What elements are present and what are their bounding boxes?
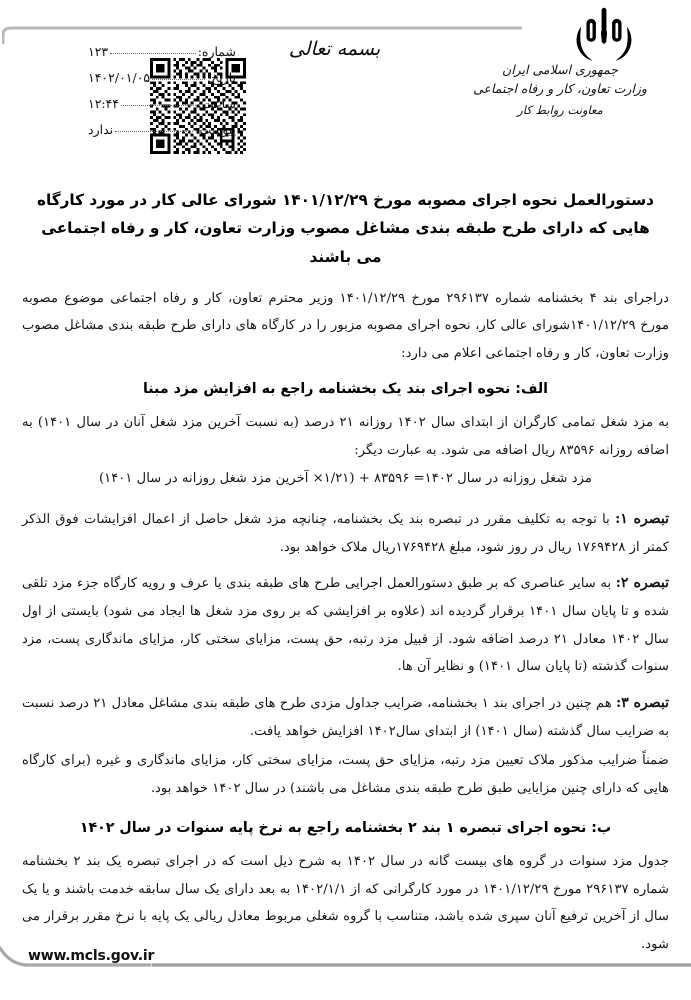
note-2-text: به سایر عناصری که بر طبق دستورالعمل اجرایی طرح های طبقه بندی یا عرف و رویه کارگاه جزء مزد تلقی شده و تا پایان سال ۱۴۰۱ برقرار گردیده اند (علاوه بر افزایشی که بر روی مزد شغل ها ایجاد می شود) بایستی از اول سال ۱۴۰۲ معادل ۲۱ درصد اضافه شود. از قبیل مزد رتبه، حق پست، مزایای سختی کار، مزایای ماندگاری پست، مزد سنوات گذشته (تا پایان سال ۱۴۰۱) و نظایر آن ها. [22,576,669,675]
meta-value-number: ۱۲۳ [88,44,109,59]
note-3-addendum: ضمناً ضرایب مذکور ملاک تعیین مزد رتبه، مزایای حق پست، مزایای سختی کار، مزایای ماندگاری و غیره (برای کارگاه هایی که دارای چنین مزایایی طبق طرح طبقه بندی مشاغل می باشند) در سال ۱۴۰۲ خواهد بود. [22,753,669,796]
section-alef-heading: الف: نحوه اجرای بند یک بخشنامه راجع به افزایش مزد مبنا [142,381,549,398]
wage-formula: مزد شغل روزانه در سال ۱۴۰۲= ۸۳۵۹۶ + (۱/۲۱× آخرین مزد شغل روزانه در سال ۱۴۰۱) [98,471,592,487]
meta-dots-number [110,53,196,54]
note-3 [22,689,669,746]
note-2-label: تبصره ۲: [615,575,669,592]
note-1-label: تبصره ۱: [615,510,669,527]
meta-value-date: ۱۴۰۲/۰۱/۰۵ [88,70,151,85]
intro-paragraph: دراجرای بند ۴ بخشنامه شماره ۲۹۶۱۳۷ مورخ ۱۴۰۱/۱۲/۲۹ وزیر محترم تعاون، کار و رفاه اجتماعی موضوع مصوبه مورخ ۱۴۰۱/۱۲/۲۹شورای عالی کار، نحوه اجرای مصوبه مزبور را در کارگاه های دارای طرح طبقه بندی مشاغل مصوب وزارت تعاون، کار و رفاه اجتماعی اعلام می دارد: [22,290,670,361]
section-be-heading: ب: نحوه اجرای تبصره ۱ بند ۲ بخشنامه راجع به نرخ پایه سنوات در سال ۱۴۰۲ [79,820,612,837]
note-2 [22,569,669,680]
iran-emblem-icon [569,4,639,62]
page-title: دستورالعمل نحوه اجرای مصوبه مورخ ۱۴۰۱/۱۲/۲۹ شورای عالی کار در مورد کارگاه هایی که دارای طرح طبقه بندی مشاغل مصوب وزارت تعاون، کار و رفاه اجتماعی می باشند [36,191,655,266]
meta-dots-attachment [115,131,193,132]
org-line-country: جمهوری اسلامی ایران [502,62,618,77]
document-header [0,0,691,175]
org-line-deputy: معاونت روابط کار [517,102,603,117]
meta-row-attachment [84,122,236,148]
meta-dots-date [152,79,205,80]
meta-value-time: ۱۲:۴۴ [88,96,120,111]
meta-row-date [84,70,236,96]
note-1 [22,505,669,562]
note-3-text: هم چنین در اجرای بند ۱ بخشنامه، ضرایب جداول مزدی طرح های طبقه بندی مشاغل معادل ۲۱ درصد نسبت به ضرایب سال گذشته (سال ۱۴۰۱) از ابتدای سال۱۴۰۲ افزایش خواهد یافت. [22,695,669,739]
basmala-text: بسمه تعالی [288,38,381,60]
meta-dots-time [121,105,196,106]
section-alef-paragraph: به مزد شغل تمامی کارگران از ابتدای سال ۱۴۰۲ روزانه ۲۱ درصد (به نسبت آخرین مزد شغل آنان در سال ۱۴۰۱) به اضافه روزانه ۸۳۵۹۶ ریال اضافه می شود. به عبارت دیگر: [22,415,670,458]
org-line-ministry: وزارت تعاون، کار و رفاه اجتماعی [473,81,647,97]
meta-value-attachment: ندارد [88,122,114,137]
meta-row-number [84,44,236,70]
meta-label-date: تاریخ: [206,70,236,85]
meta-row-time [84,96,236,122]
meta-label-attachment: پیوست: [195,122,236,137]
footer-url: www.mcls.gov.ir [28,948,155,964]
meta-label-time: ساعت: [197,96,236,111]
document-body [0,178,691,966]
document-footer [0,942,691,982]
organisation-lines [445,60,675,120]
meta-label-number: شماره: [197,44,236,59]
section-be-paragraph: جدول مزد سنوات در گروه های بیست گانه در سال ۱۴۰۲ به شرح ذیل است که در اجرای تبصره یک بند ۲ بخشنامه شماره ۲۹۶۱۳۷ مورخ ۱۴۰۱/۱۲/۲۹ در مورد کارگرانی که از ۱۴۰۲/۱/۱ به بعد دارای یک سال سابقه خدمت باشند و یا یک سال از آخرین ترفیع آنان سپری شده باشد، متناسب با گروه شغلی مربوط معادل ریالی یک پایه با نرخ مقرر برقرار می شود. [22,854,669,952]
header-meta-fields [84,44,236,148]
note-1-text: با توجه به تکلیف مقرر در تبصره بند یک بخشنامه، چنانچه مزد شغل حاصل از اعمال افزایشات فوق الذکر کمتر از ۱۷۶۹۴۲۸ ریال در روز شود، مبلغ ۱۷۶۹۴۲۸ریال ملاک خواهد بود. [22,511,669,555]
header-top-rule [2,26,522,44]
note-3-label: تبصره ۳: [616,694,669,711]
